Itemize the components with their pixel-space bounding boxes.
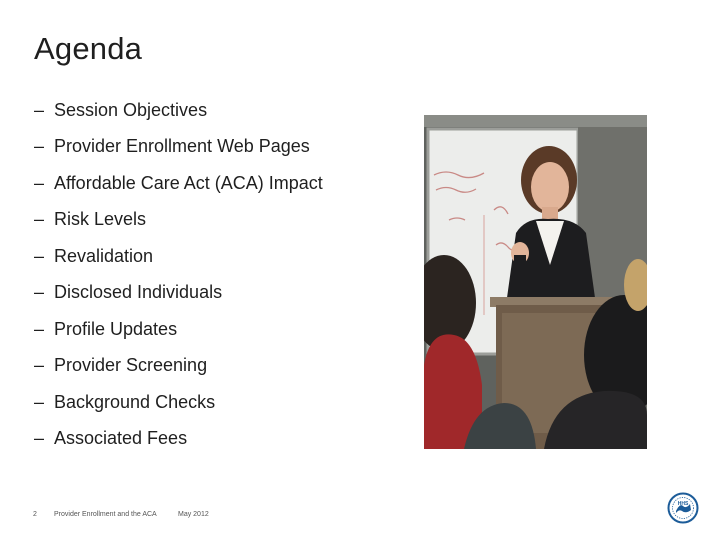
agenda-item bbox=[34, 202, 323, 239]
agenda-item bbox=[34, 92, 323, 129]
agenda-item bbox=[34, 129, 323, 166]
presenter-at-podium-photo bbox=[424, 115, 647, 449]
bullet-dash: – bbox=[34, 428, 45, 449]
bullet-dash: – bbox=[34, 209, 45, 230]
agenda-item-label: Affordable Care Act (ACA) Impact bbox=[54, 172, 323, 193]
agenda-item-label: Background Checks bbox=[54, 391, 216, 412]
footer-page-number: 2 bbox=[33, 511, 37, 518]
agenda-item bbox=[34, 348, 323, 385]
bullet-dash: – bbox=[34, 99, 45, 120]
agenda-item bbox=[34, 275, 323, 312]
bullet-dash: – bbox=[34, 355, 45, 376]
bullet-dash: – bbox=[34, 136, 45, 157]
logo-text: HHS bbox=[677, 501, 689, 507]
agenda-item bbox=[34, 165, 323, 202]
photo-illustration bbox=[424, 115, 647, 449]
agenda-item-label: Revalidation bbox=[54, 245, 154, 266]
bullet-dash: – bbox=[34, 245, 45, 266]
bullet-dash: – bbox=[34, 318, 45, 339]
hhs-seal-icon bbox=[667, 492, 699, 524]
agenda-item-label: Provider Screening bbox=[54, 355, 208, 376]
footer-title: Provider Enrollment and the ACA bbox=[54, 511, 157, 518]
agenda-item bbox=[34, 421, 323, 458]
agenda-item-label: Profile Updates bbox=[54, 318, 178, 339]
slide-title: Agenda bbox=[34, 31, 143, 66]
agenda-item-label: Provider Enrollment Web Pages bbox=[54, 136, 310, 157]
agenda-list bbox=[34, 92, 323, 457]
agenda-item bbox=[34, 384, 323, 421]
agenda-item-label: Risk Levels bbox=[54, 209, 147, 230]
agenda-item-label: Session Objectives bbox=[54, 99, 208, 120]
bullet-dash: – bbox=[34, 172, 45, 193]
bullet-dash: – bbox=[34, 282, 45, 303]
footer-date: May 2012 bbox=[178, 511, 209, 518]
agenda-item bbox=[34, 238, 323, 275]
bullet-dash: – bbox=[34, 391, 45, 412]
agenda-item-label: Disclosed Individuals bbox=[54, 282, 223, 303]
agenda-item-label: Associated Fees bbox=[54, 428, 188, 449]
agenda-item bbox=[34, 311, 323, 348]
